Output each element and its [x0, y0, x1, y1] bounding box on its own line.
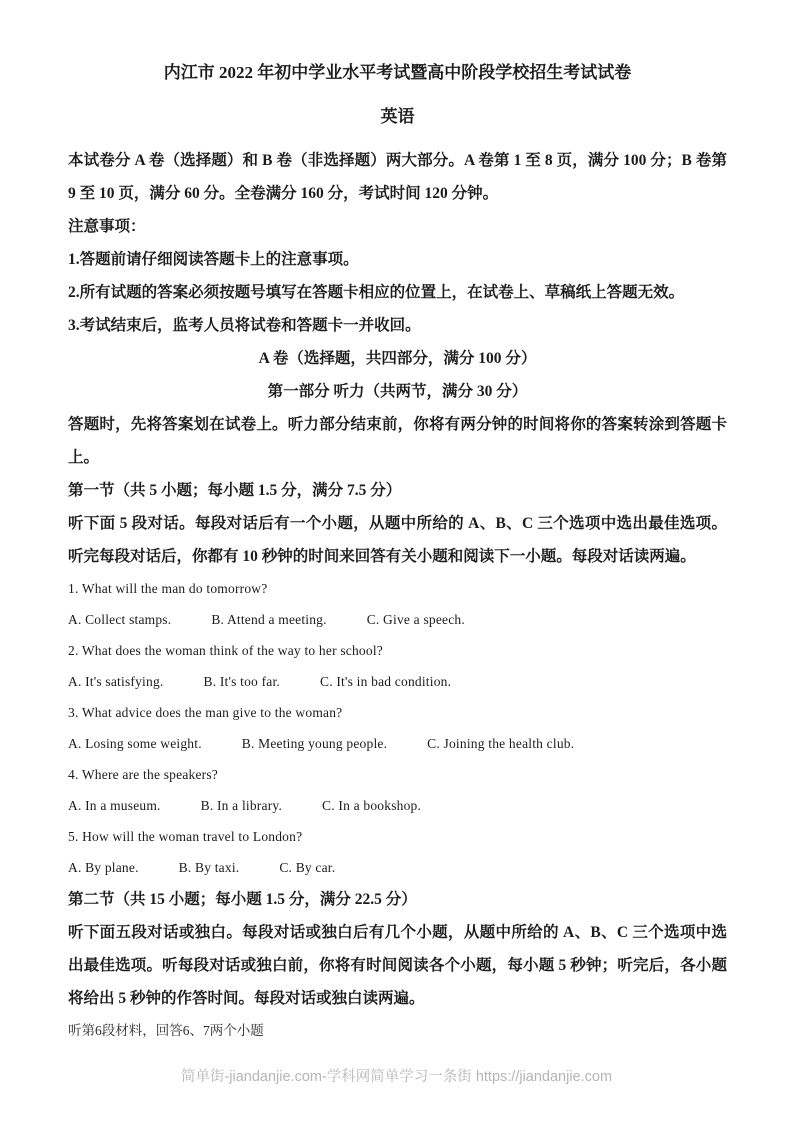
part1-note: 答题时，先将答案划在试卷上。听力部分结束前，你将有两分钟的时间将你的答案转涂到答题卡上。 [68, 416, 727, 466]
question-item [68, 635, 727, 697]
question-item [68, 821, 727, 883]
option: B. By taxi. [178, 860, 240, 875]
option: C. Give a speech. [366, 612, 465, 627]
section-a-heading: A 卷（选择题，共四部分，满分 100 分） [258, 350, 537, 367]
question-item [68, 573, 727, 635]
option: A. Collect stamps. [68, 612, 172, 627]
question-options [68, 604, 727, 635]
option: A. Losing some weight. [68, 736, 202, 751]
question-text: 5. How will the woman travel to London? [68, 829, 303, 844]
option: C. It's in bad condition. [320, 674, 452, 689]
section2-heading: 第二节（共 15 小题；每小题 1.5 分，满分 22.5 分） [68, 891, 417, 908]
option: C. By car. [279, 860, 336, 875]
option: B. Meeting young people. [241, 736, 388, 751]
option: C. Joining the health club. [427, 736, 575, 751]
material-note: 听第6段材料，回答6、7两个小题 [68, 1023, 264, 1038]
option: B. In a library. [200, 798, 283, 813]
question-list [68, 573, 727, 883]
notes-heading: 注意事项： [68, 218, 146, 235]
question-text: 2. What does the woman think of the way to her school? [68, 643, 383, 658]
option: B. Attend a meeting. [211, 612, 327, 627]
option: B. It's too far. [203, 674, 280, 689]
question-text: 4. Where are the speakers? [68, 767, 218, 782]
question-item [68, 697, 727, 759]
question-item [68, 759, 727, 821]
footer-watermark: 简单街-jiandanjie.com-学科网简单学习一条街 https://jiandanjie.com [180, 1069, 613, 1085]
paper-intro: 本试卷分 A 卷（选择题）和 B 卷（非选择题）两大部分。A 卷第 1 至 8 页，满分 100 分；B 卷第 9 至 10 页，满分 60 分。全卷满分 160 分，考试时间 120 分钟。 [68, 152, 727, 202]
section2-instructions: 听下面五段对话或独白。每段对话或独白后有几个小题，从题中所给的 A、B、C 三个选项中选出最佳选项。听每段对话或独白前，你将有时间阅读各个小题，每小题 5 秒钟；听完后，各小题将给出 5 秒钟的作答时间。每段对话或独白读两遍。 [68, 924, 727, 1007]
question-text: 1. What will the man do tomorrow? [68, 581, 268, 596]
question-options [68, 728, 727, 759]
note-item-3: 3.考试结束后，监考人员将试卷和答题卡一并收回。 [68, 317, 421, 334]
question-options [68, 666, 727, 697]
part1-heading: 第一部分 听力（共两节，满分 30 分） [267, 383, 528, 400]
option: A. By plane. [68, 860, 139, 875]
note-item-2: 2.所有试题的答案必须按题号填写在答题卡相应的位置上，在试卷上、草稿纸上答题无效。 [68, 284, 685, 301]
section1-instructions: 听下面 5 段对话。每段对话后有一个小题，从题中所给的 A、B、C 三个选项中选出最佳选项。听完每段对话后，你都有 10 秒钟的时间来回答有关小题和阅读下一小题。每段对话读两遍。 [68, 515, 727, 565]
section1-heading: 第一节（共 5 小题；每小题 1.5 分，满分 7.5 分） [68, 482, 402, 499]
question-text: 3. What advice does the man give to the woman? [68, 705, 343, 720]
option: C. In a bookshop. [322, 798, 422, 813]
option: A. In a museum. [68, 798, 161, 813]
paper-title: 内江市 2022 年初中学业水平考试暨高中阶段学校招生考试试卷 [163, 63, 632, 82]
paper-subject: 英语 [380, 107, 415, 126]
option: A. It's satisfying. [68, 674, 164, 689]
note-item-1: 1.答题前请仔细阅读答题卡上的注意事项。 [68, 251, 359, 268]
question-options [68, 790, 727, 821]
question-options [68, 852, 727, 883]
